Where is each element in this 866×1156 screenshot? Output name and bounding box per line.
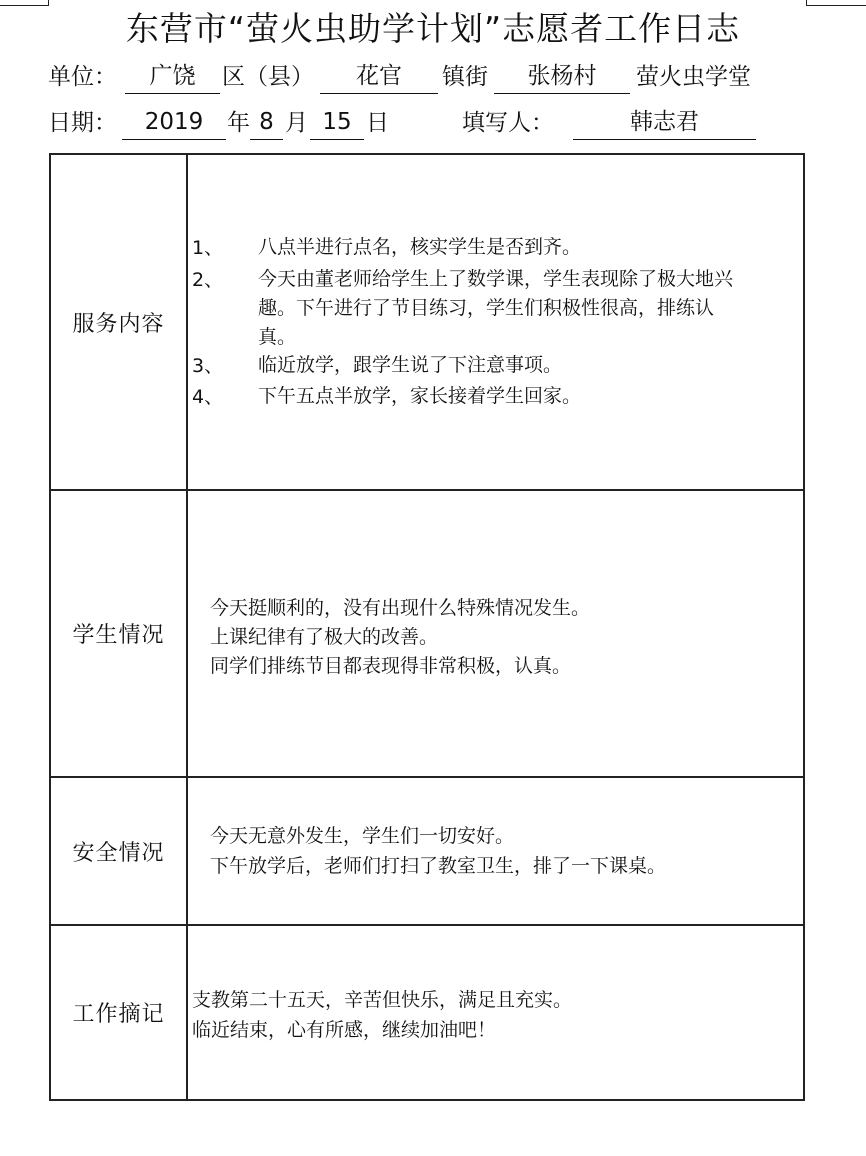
service-label: 服务内容: [51, 155, 188, 489]
service-content: [190, 155, 803, 489]
row-notes: [51, 926, 803, 1099]
day-field: 15: [310, 105, 364, 140]
notes-line: 支教第二十五天，辛苦但快乐，满足且充实。: [192, 989, 573, 1011]
students-line: 同学们排练节目都表现得非常积极，认真。: [210, 655, 572, 677]
county-field: 广饶: [125, 59, 220, 94]
safety-content: [190, 778, 803, 924]
day-suffix: 日: [366, 110, 389, 136]
item-line: 今天由董老师给学生上了数学课，学生表现除了极大地兴: [258, 268, 734, 290]
town-suffix: 镇街: [442, 64, 488, 90]
date-label: 日期：: [48, 110, 117, 136]
students-line: 今天挺顺利的，没有出现什么特殊情况发生。: [210, 597, 591, 619]
item-line: 八点半进行点名，核实学生是否到齐。: [258, 236, 582, 258]
village-field: 张杨村: [494, 59, 630, 94]
safety-label: 安全情况: [51, 778, 188, 924]
town-field: 花官: [320, 59, 438, 94]
county-suffix: 区（县）: [222, 64, 314, 90]
month-field: 8: [250, 105, 283, 140]
month-suffix: 月: [285, 110, 308, 136]
students-label: 学生情况: [51, 491, 188, 776]
row-students: [51, 491, 803, 778]
item-number: 3、: [192, 355, 224, 377]
year-field: 2019: [122, 105, 226, 140]
students-line: 上课纪律有了极大的改善。: [210, 626, 439, 648]
school-name: 萤火虫学堂: [636, 64, 751, 90]
safety-line: 今天无意外发生，学生们一切安好。: [210, 825, 515, 847]
item-number: 4、: [192, 386, 224, 408]
safety-line: 下午放学后，老师们打扫了教室卫生，排了一下课桌。: [210, 855, 667, 877]
item-line: 临近放学，跟学生说了下注意事项。: [258, 354, 563, 376]
item-number: 1、: [192, 237, 224, 259]
item-line: 趣。下午进行了节目练习，学生们积极性很高，排练认: [258, 297, 715, 319]
students-content: [190, 491, 803, 776]
notes-line: 临近结束，心有所感，继续加油吧！: [192, 1019, 497, 1041]
author-label: 填写人：: [462, 110, 554, 136]
year-suffix: 年: [227, 110, 250, 136]
row-service: [51, 155, 803, 491]
item-number: 2、: [192, 269, 224, 291]
item-line: 下午五点半放学，家长接着学生回家。: [258, 385, 582, 407]
notes-content: [190, 926, 803, 1099]
log-table: [49, 153, 805, 1101]
item-line: 真。: [258, 326, 297, 348]
notes-label: 工作摘记: [51, 926, 188, 1099]
unit-label: 单位：: [48, 64, 117, 90]
log-title: 东营市“萤火虫助学计划”志愿者工作日志: [125, 9, 741, 48]
row-safety: [51, 778, 803, 926]
author-field: 韩志君: [573, 105, 756, 140]
